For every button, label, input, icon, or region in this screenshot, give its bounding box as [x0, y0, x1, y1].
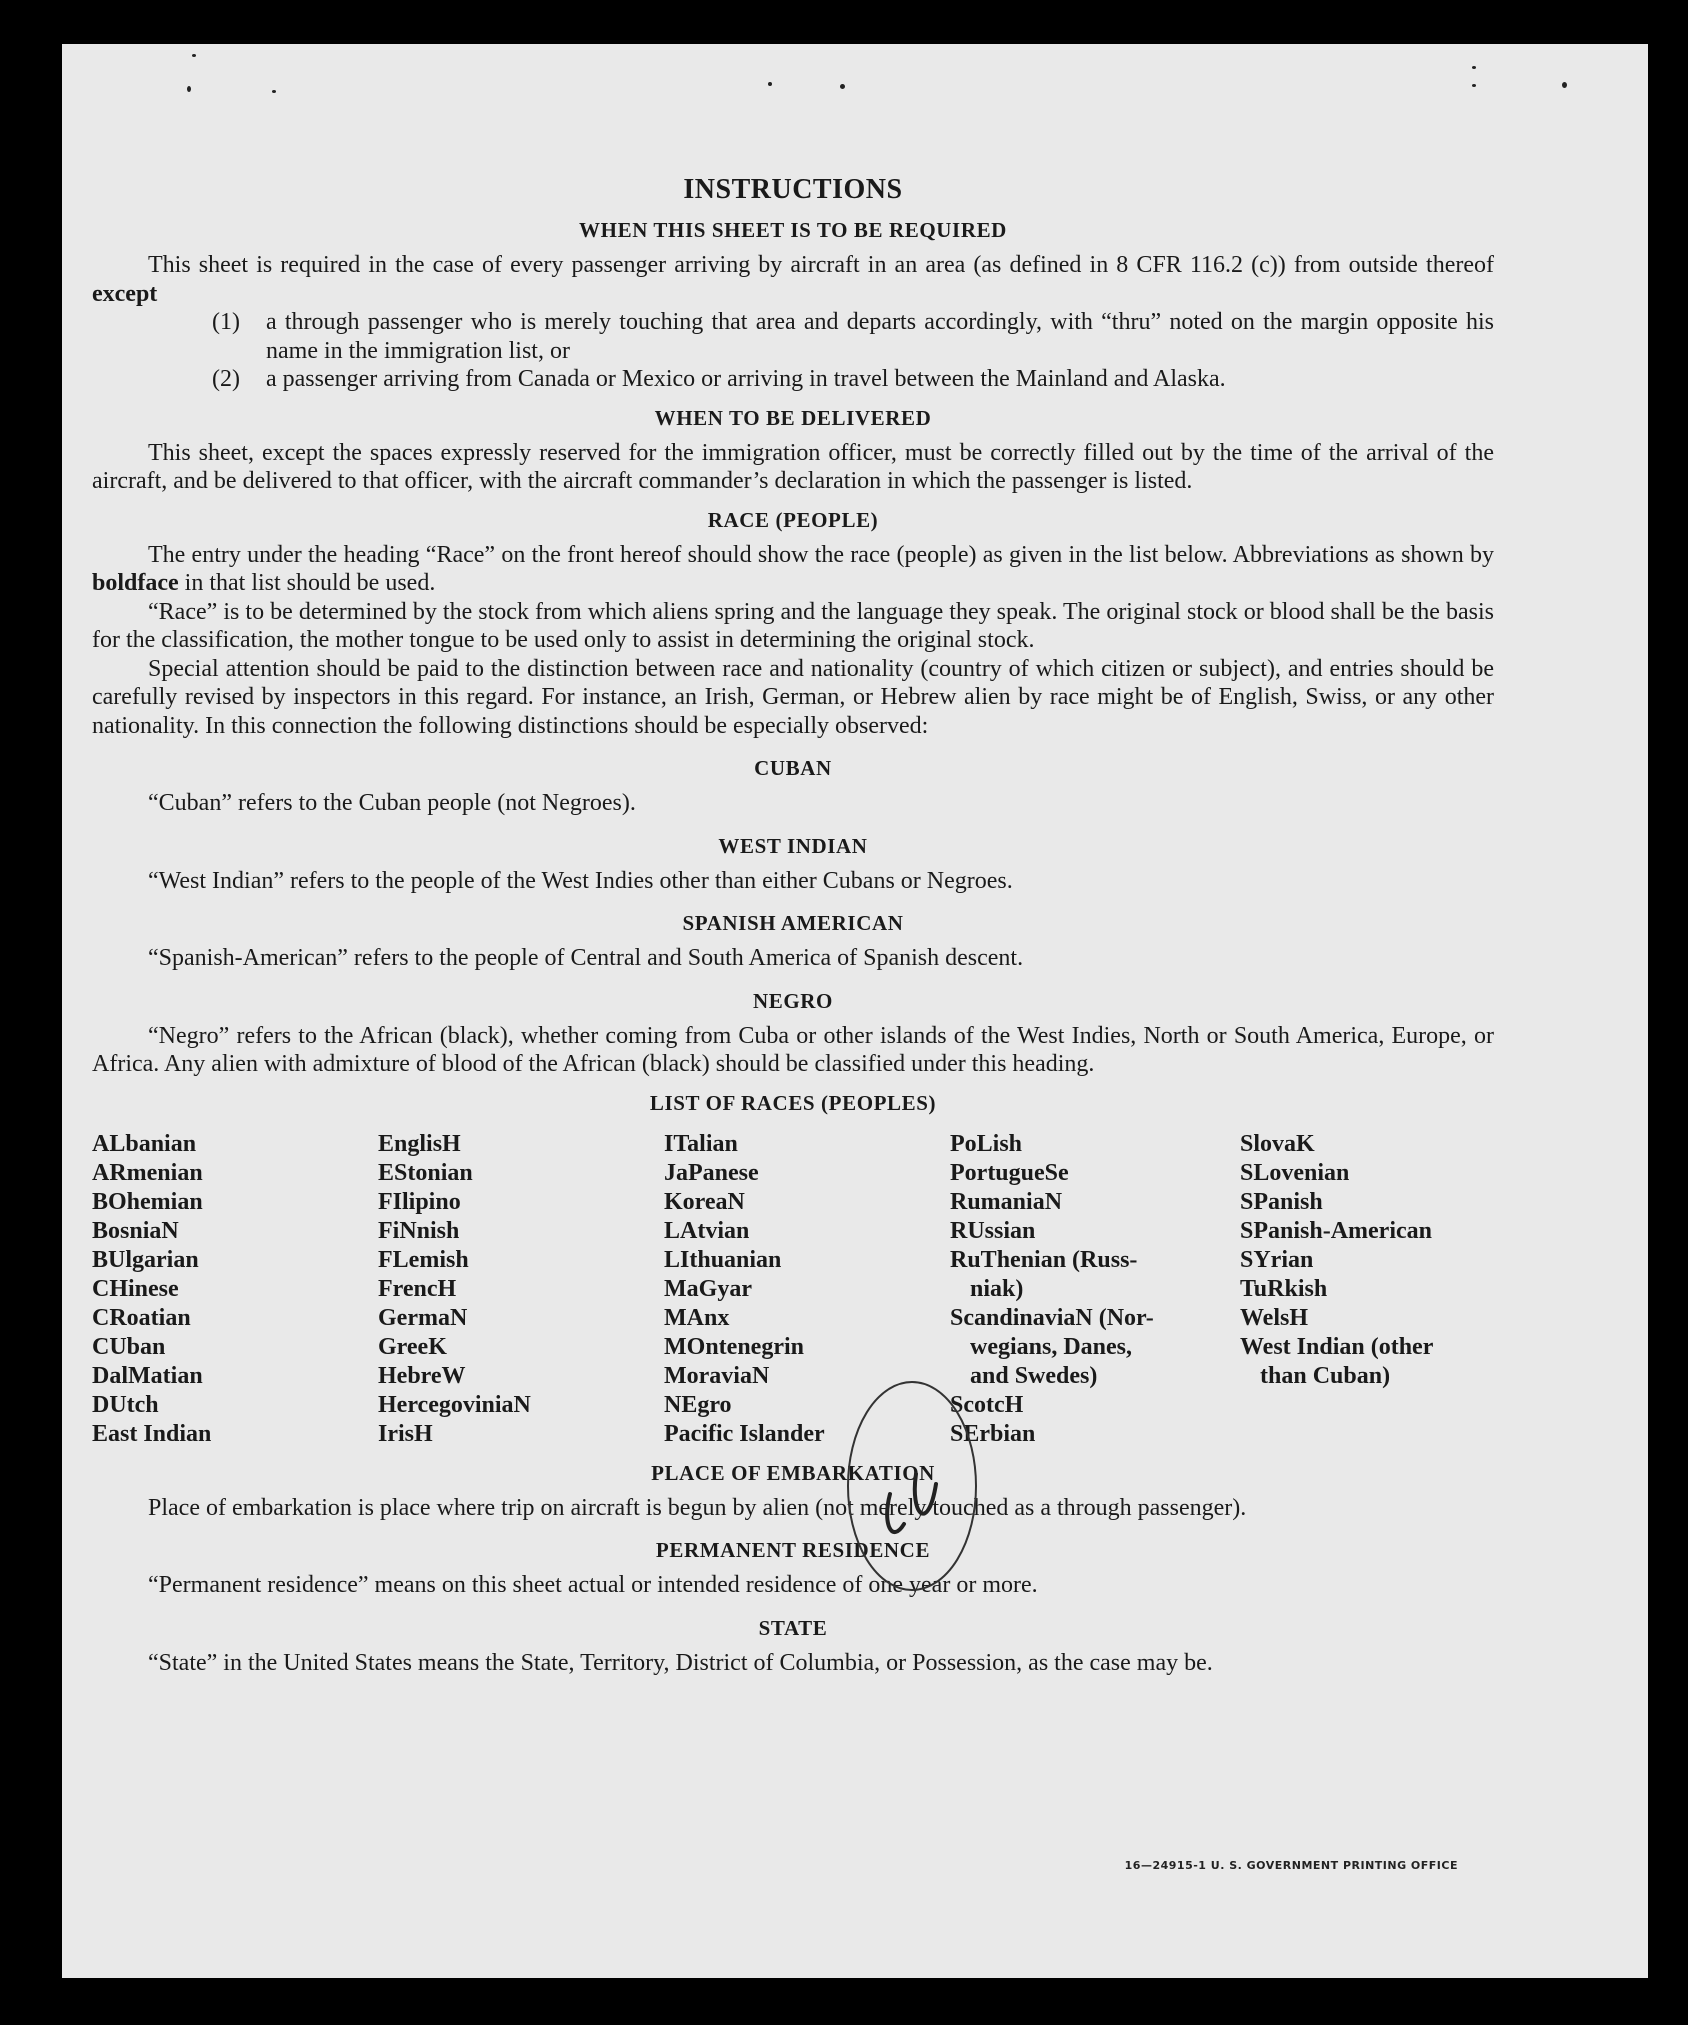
race-item: SlovaK: [1240, 1130, 1315, 1157]
item-number: (2): [212, 366, 240, 392]
race-item: MOntenegrin: [664, 1333, 804, 1360]
residence-text: “Permanent residence” means on this sheet actual or intended residence of one year or more.: [148, 1572, 1038, 1598]
spanish-american-text: “Spanish-American” refers to the people of Central and South America of Spanish descent.: [148, 945, 1024, 971]
race-item: GreeK: [378, 1333, 447, 1360]
race-item: TuRkish: [1240, 1275, 1328, 1302]
race-p1-bold: boldface: [92, 570, 179, 596]
item-text: a passenger arriving from Canada or Mexico or arriving in travel between the Mainland and Alaska.: [266, 366, 1226, 392]
section-heading-races-list: LIST OF RACES (PEOPLES): [649, 1090, 937, 1115]
race-item: NEgro: [664, 1391, 732, 1418]
race-item: BUlgarian: [92, 1246, 199, 1273]
race-item: SPanish: [1240, 1188, 1323, 1215]
race-item: ScotcH: [950, 1391, 1024, 1418]
race-item: DUtch: [92, 1391, 159, 1418]
races-column-4: [950, 1130, 1240, 1449]
race-item: SErbian: [950, 1420, 1036, 1447]
race-item: RumaniaN: [950, 1188, 1063, 1215]
race-item-continued: than Cuban): [1260, 1362, 1391, 1389]
race-item: CUban: [92, 1333, 166, 1360]
races-column-2: [378, 1130, 664, 1449]
section-heading-state: STATE: [758, 1615, 828, 1640]
embarkation-text: Place of embarkation is place where trip on aircraft is begun by alien (not merely touched as a through passenger).: [148, 1494, 1247, 1521]
races-column-1: [92, 1130, 378, 1449]
race-item: Pacific Islander: [664, 1420, 825, 1447]
required-item-1: [212, 308, 1494, 365]
race-item: ARmenian: [92, 1159, 203, 1186]
race-item: LAtvian: [664, 1217, 750, 1244]
race-item: WelsH: [1240, 1304, 1309, 1331]
race-item: BosniaN: [92, 1217, 179, 1244]
race-item: HercegoviniaN: [378, 1391, 531, 1418]
race-p1-text: The entry under the heading “Race” on the front hereof should show the race (people) as given in the list below. Abbreviations as shown by: [148, 541, 1494, 568]
race-paragraph-3: Special attention should be paid to the distinction between race and nationality (country of which citizen or subject), and entries should be carefully revised by inspectors in this regard. For instance, an Irish, German, or Hebrew alien by race might be of English, Swiss, or any other nationality. In this connection the following distinctions should be especially observed:: [92, 655, 1494, 739]
speck: [187, 86, 191, 92]
races-list: [92, 1130, 1494, 1449]
race-item: West Indian (other: [1240, 1333, 1434, 1360]
race-item: ITalian: [664, 1130, 738, 1157]
race-paragraph-2: “Race” is to be determined by the stock from which aliens spring and the language they speak. The original stock or blood shall be the basis for the classification, the mother tongue to be used only to assist in determining the original stock.: [92, 598, 1494, 653]
item-text: a through passenger who is merely touching that area and departs accordingly, with “thru” noted on the margin opposite his name in the immigration list, or: [266, 309, 1494, 364]
race-item: FLemish: [378, 1246, 469, 1273]
race-paragraph-1: [92, 541, 1494, 598]
speck: [1472, 66, 1476, 69]
speck: [272, 90, 276, 93]
race-item: KoreaN: [664, 1188, 745, 1215]
section-heading-west-indian: WEST INDIAN: [718, 833, 868, 858]
race-item: RuThenian (Russ-: [950, 1246, 1138, 1273]
race-item: SLovenian: [1240, 1159, 1350, 1186]
race-item: LIthuanian: [664, 1246, 782, 1273]
race-item: EStonian: [378, 1159, 473, 1186]
race-item: FiNnish: [378, 1217, 460, 1244]
race-item: RUssian: [950, 1217, 1036, 1244]
west-indian-text: “West Indian” refers to the people of the West Indies other than either Cubans or Negroes.: [148, 867, 1013, 894]
race-item-continued: and Swedes): [970, 1362, 1098, 1389]
race-item: DalMatian: [92, 1362, 203, 1389]
race-item: SYrian: [1240, 1246, 1314, 1273]
page-title: INSTRUCTIONS: [683, 174, 903, 205]
race-item: BOhemian: [92, 1188, 203, 1215]
race-item: IrisH: [378, 1420, 433, 1447]
print-office-code: 16—24915-1 U. S. GOVERNMENT PRINTING OFFICE: [1124, 1859, 1458, 1872]
race-item: JaPanese: [664, 1159, 759, 1186]
document-page: [62, 44, 1648, 1978]
section-heading-negro: NEGRO: [752, 988, 833, 1013]
race-item: MaGyar: [664, 1275, 752, 1302]
race-item: ScandinaviaN (Nor-: [950, 1304, 1154, 1331]
delivered-text: This sheet, except the spaces expressly reserved for the immigration officer, must be correctly filled out by the time of the arrival of the aircraft, and be delivered to that officer, with the aircraft commander’s declaration in which the passenger is listed.: [92, 439, 1494, 494]
race-p1-suffix: in that list should be used.: [178, 570, 436, 596]
speck: [1472, 84, 1476, 87]
required-intro: [92, 251, 1494, 308]
section-heading-delivered: WHEN TO BE DELIVERED: [654, 405, 932, 430]
instructions-body: [92, 174, 1494, 1677]
item-number: (1): [212, 309, 240, 335]
race-item: East Indian: [92, 1420, 212, 1447]
race-item: ALbanian: [92, 1130, 197, 1157]
race-item: MAnx: [664, 1304, 730, 1331]
section-heading-embarkation: PLACE OF EMBARKATION: [651, 1460, 935, 1485]
race-item: CHinese: [92, 1275, 179, 1302]
race-item: CRoatian: [92, 1304, 191, 1331]
section-heading-race: RACE (PEOPLE): [707, 507, 879, 532]
section-heading-residence: PERMANENT RESIDENCE: [655, 1538, 931, 1562]
race-item-continued: niak): [970, 1275, 1024, 1302]
race-item: MoraviaN: [664, 1362, 770, 1389]
race-item: EnglisH: [378, 1130, 461, 1157]
required-intro-text: This sheet is required in the case of every passenger arriving by aircraft in an area (as defined in 8 CFR 116.2 (c)) from outside thereof: [148, 252, 1494, 278]
section-heading-required: WHEN THIS SHEET IS TO BE REQUIRED: [579, 218, 1007, 242]
speck: [192, 54, 196, 57]
speck: [768, 82, 772, 86]
race-item: GermaN: [378, 1304, 468, 1331]
speck: [1562, 82, 1567, 88]
required-item-2: [212, 365, 1494, 394]
race-item-continued: wegians, Danes,: [970, 1333, 1133, 1360]
race-item: SPanish-American: [1240, 1217, 1432, 1244]
cuban-text: “Cuban” refers to the Cuban people (not Negroes).: [148, 790, 636, 816]
race-item: FIlipino: [378, 1188, 461, 1215]
negro-text: “Negro” refers to the African (black), whether coming from Cuba or other islands of the West Indies, North or South America, Europe, or Africa. Any alien with admixture of blood of the African (black) should be classified under this heading.: [92, 1022, 1494, 1077]
race-item: PoLish: [950, 1130, 1023, 1157]
races-column-5: [1240, 1130, 1494, 1449]
race-item: HebreW: [378, 1362, 466, 1389]
race-item: FrencH: [378, 1275, 457, 1302]
handwritten-circle-mark: [832, 1374, 992, 1604]
section-heading-spanish-american: SPANISH AMERICAN: [682, 911, 904, 935]
section-heading-cuban: CUBAN: [754, 756, 832, 780]
race-item: PortugueSe: [950, 1159, 1069, 1186]
state-text: “State” in the United States means the State, Territory, District of Columbia, or Possession, as the case may be.: [148, 1649, 1213, 1676]
speck: [840, 84, 845, 89]
required-intro-bold: except: [92, 280, 158, 307]
